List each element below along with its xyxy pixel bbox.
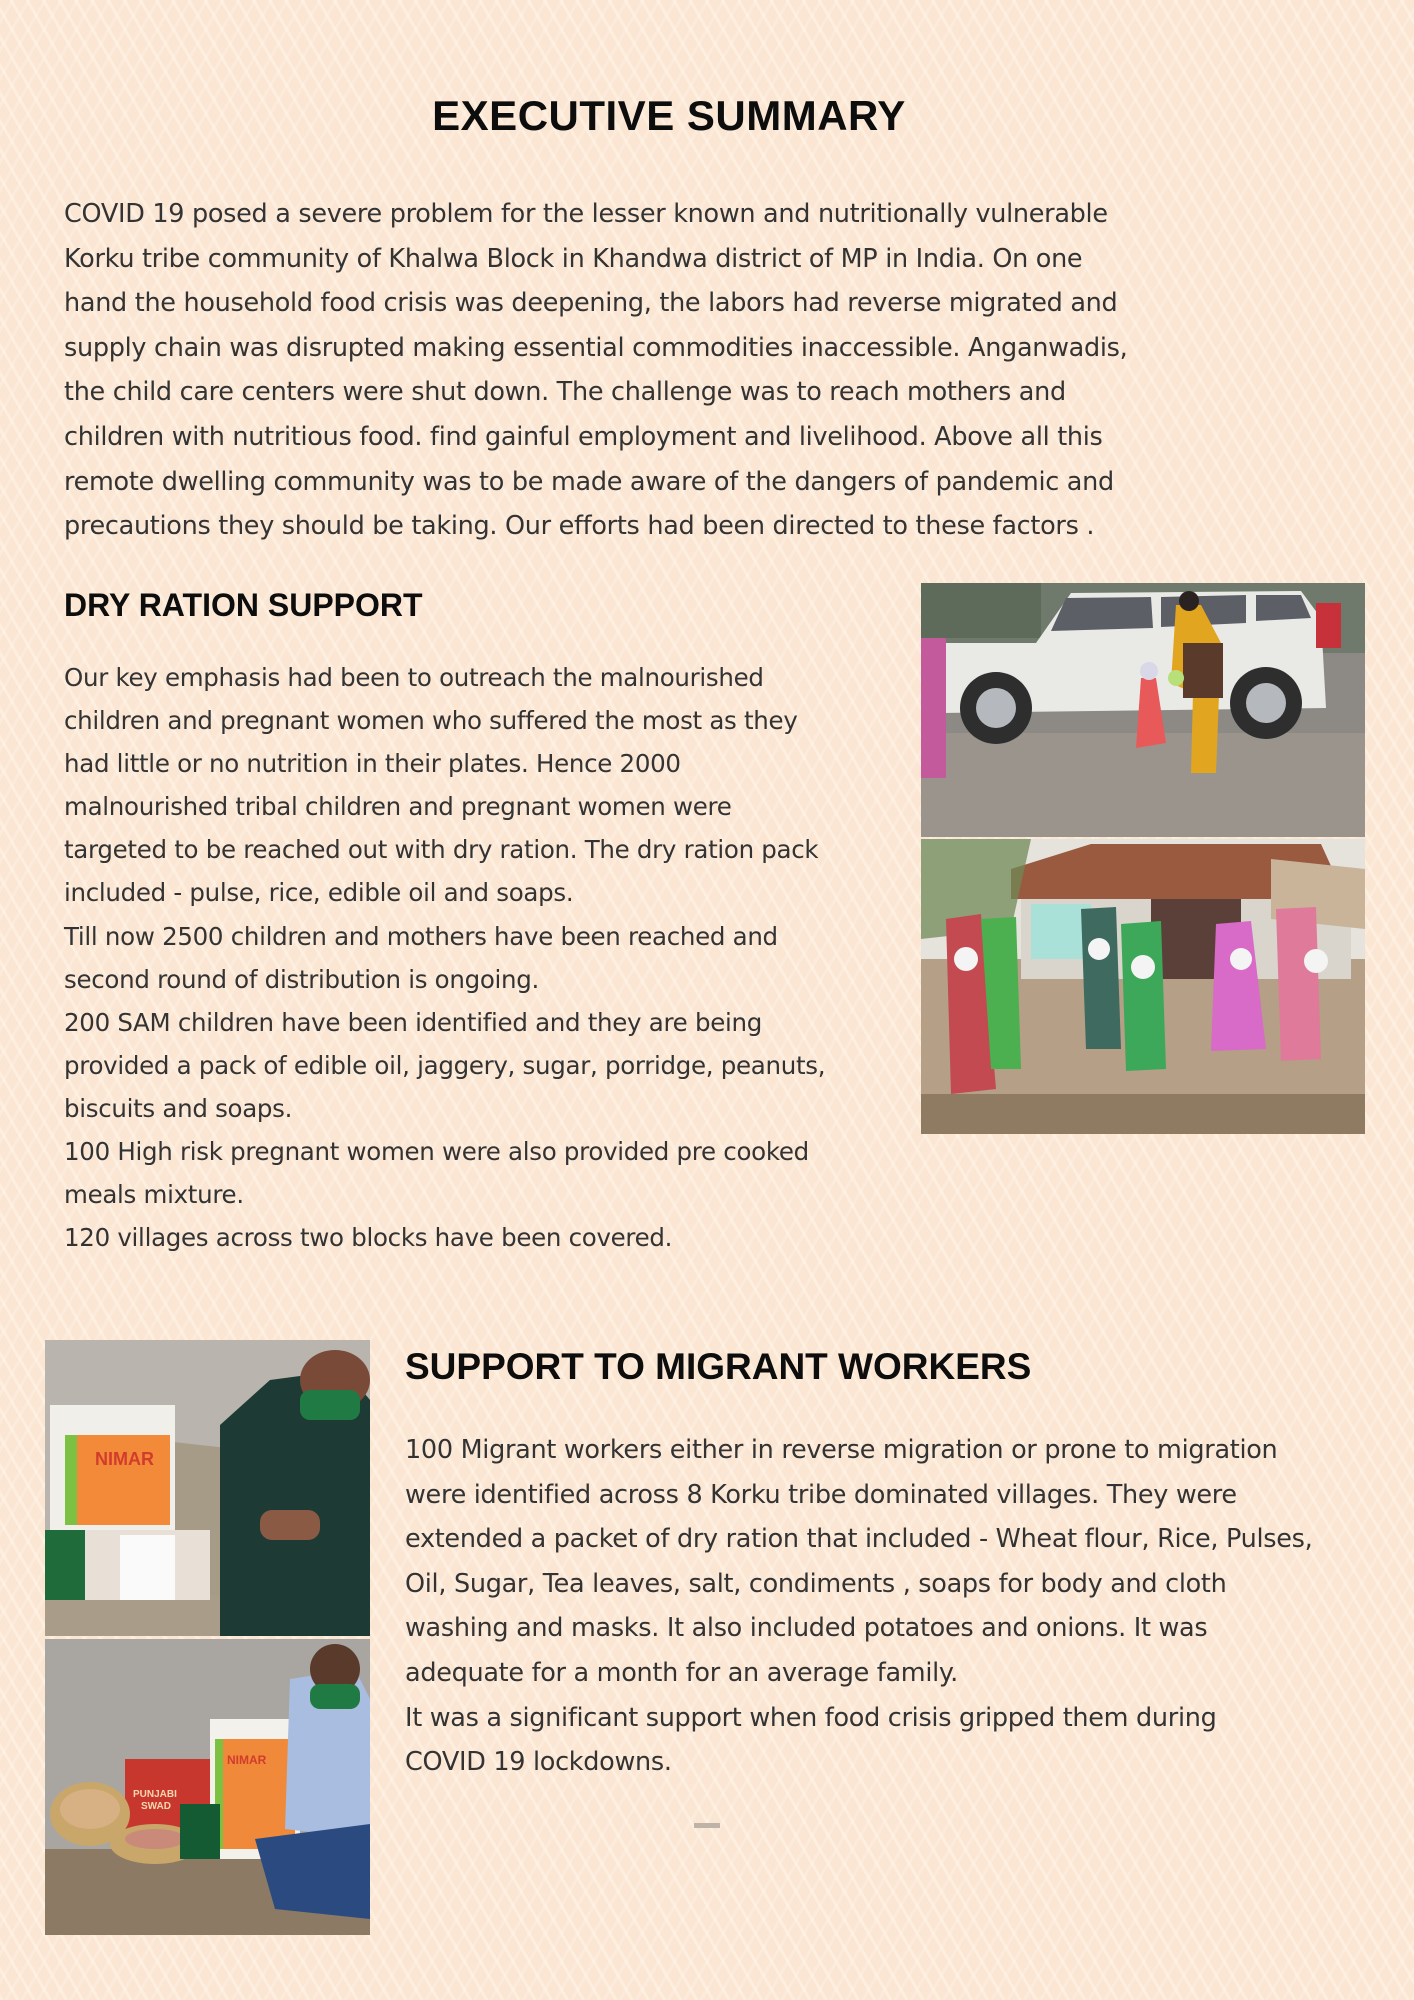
text-line: adequate for a month for an average family. — [405, 1657, 958, 1688]
text-line: Our key emphasis had been to outreach the malnourished — [64, 663, 764, 692]
text-line: malnourished tribal children and pregnant women were — [64, 792, 732, 822]
photo-suv-distribution — [921, 583, 1365, 837]
text-line: second round of distribution is ongoing. — [64, 964, 539, 994]
svg-text:NIMAR: NIMAR — [227, 1753, 267, 1767]
text-line: included - pulse, rice, edible oil and soaps. — [64, 878, 574, 908]
svg-text:PUNJABI: PUNJABI — [133, 1789, 177, 1800]
text-line: 100 High risk pregnant women were also provided pre cooked — [64, 1137, 809, 1167]
text-line: Korku tribe community of Khalwa Block in Khandwa district of MP in India. On one — [64, 243, 1083, 274]
text-line: provided a pack of edible oil, jaggery, sugar, porridge, peanuts, — [64, 1050, 826, 1080]
text-line: 120 villages across two blocks have been covered. — [64, 1223, 673, 1253]
text-line: COVID 19 posed a severe problem for the lesser known and nutritionally vulnerable — [64, 199, 1108, 229]
text-line: It was a significant support when food crisis gripped them during — [405, 1702, 1217, 1733]
photo-women-with-rations — [921, 839, 1365, 1134]
dry-ration-heading: DRY RATION SUPPORT — [64, 587, 423, 623]
text-line: had little or no nutrition in their plates. Hence 2000 — [64, 749, 681, 779]
text-line: children and pregnant women who suffered the most as they — [64, 706, 798, 736]
text-line: targeted to be reached out with dry ration. The dry ration pack — [64, 835, 819, 865]
page-title: EXECUTIVE SUMMARY — [432, 92, 906, 139]
text-line: meals mixture. — [64, 1180, 244, 1210]
text-line: children with nutritious food. find gainful employment and livelihood. Above all this — [64, 421, 1103, 452]
text-line: hand the household food crisis was deepening, the labors had reverse migrated and — [64, 288, 1118, 319]
text-line: the child care centers were shut down. The challenge was to reach mothers and — [64, 377, 1066, 408]
migrant-workers-heading: SUPPORT TO MIGRANT WORKERS — [405, 1346, 1032, 1387]
text-line: 100 Migrant workers either in reverse migration or prone to migration — [405, 1435, 1278, 1465]
dry-ration-text — [64, 656, 904, 1259]
text-line: COVID 19 lockdowns. — [405, 1747, 672, 1778]
svg-text:NIMAR: NIMAR — [95, 1449, 154, 1469]
text-line: washing and masks. It also included potatoes and onions. It was — [405, 1613, 1208, 1644]
photo-man-with-ration-kit — [45, 1639, 370, 1935]
text-line: Oil, Sugar, Tea leaves, salt, condiments , soaps for body and cloth — [405, 1568, 1227, 1599]
text-line: extended a packet of dry ration that included - Wheat flour, Rice, Pulses, — [405, 1524, 1313, 1555]
text-line: biscuits and soaps. — [64, 1093, 293, 1123]
text-line: precautions they should be taking. Our efforts had been directed to these factors . — [64, 511, 1095, 542]
text-line: supply chain was disrupted making essential commodities inaccessible. Anganwadis, — [64, 332, 1128, 363]
migrant-workers-text — [405, 1428, 1405, 1785]
text-line: Till now 2500 children and mothers have been reached and — [64, 921, 778, 951]
text-line: were identified across 8 Korku tribe dominated villages. They were — [405, 1479, 1237, 1510]
text-line: remote dwelling community was to be made aware of the dangers of pandemic and — [64, 466, 1114, 497]
text-line: 200 SAM children have been identified and they are being — [64, 1007, 762, 1037]
decorative-dash — [694, 1823, 720, 1828]
executive-summary-text — [64, 192, 1364, 549]
svg-text:SWAD: SWAD — [141, 1801, 171, 1812]
photo-woman-with-ration-kit — [45, 1340, 370, 1636]
